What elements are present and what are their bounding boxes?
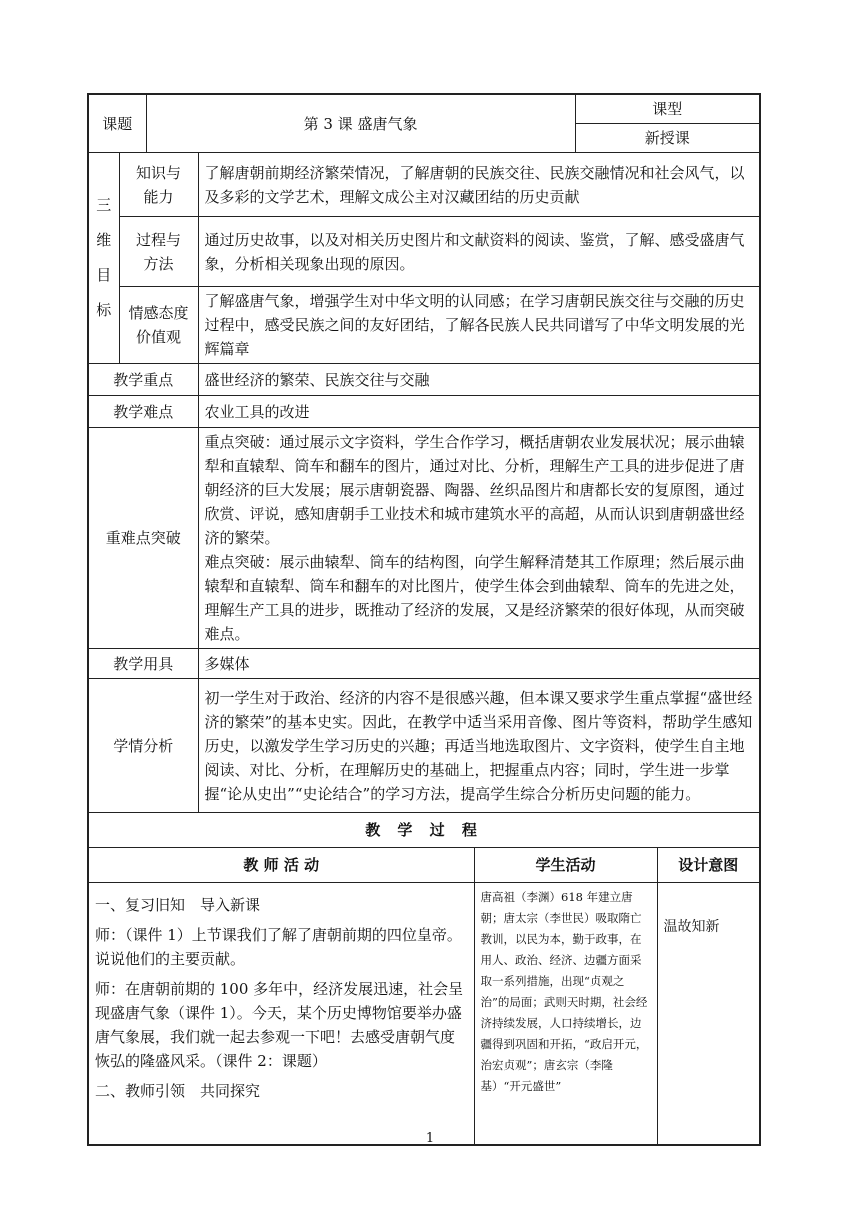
design-intent-header: 设计意图 xyxy=(657,848,760,883)
objective-label-process xyxy=(119,217,198,287)
tools-text: 多媒体 xyxy=(198,649,760,679)
label-line: 能力 xyxy=(143,187,174,206)
lesson-type-label: 课型 xyxy=(575,94,760,124)
key-points-label: 教学重点 xyxy=(88,364,198,396)
lesson-plan-page xyxy=(87,93,759,1146)
analysis-text: 初一学生对于政治、经济的内容不是很感兴趣，但本课又要求学生重点掌握“盛世经济的繁荣”的基本史实。因此，在教学中适当采用音像、图片等资料，帮助学生感知历史，以激发学生学习历史的兴趣；再适当地选取图片、文字资料，使学生自主地阅读、对比、分析，在理解历史的基础上，把握重点内容；同时，学生进一步掌握“论从史出”“史论结合”的学习方法，提高学生综合分析历史问题的能力。 xyxy=(198,679,760,813)
difficulties-text: 农业工具的改进 xyxy=(198,396,760,428)
objective-text-process: 通过历史故事，以及对相关历史图片和文献资料的阅读、鉴赏，了解、感受盛唐气象，分析相关现象出现的原因。 xyxy=(198,217,760,287)
topic-value: 第 3 课 盛唐气象 xyxy=(146,94,575,153)
page-number: 1 xyxy=(425,1131,435,1146)
label-line: 过程与 xyxy=(136,230,182,249)
label-line: 价值观 xyxy=(136,328,182,346)
analysis-label: 学情分析 xyxy=(88,679,198,813)
breakthrough-label: 重难点突破 xyxy=(88,428,198,649)
group-char: 标 xyxy=(96,301,112,319)
label-line: 情感态度 xyxy=(128,304,189,322)
group-char: 目 xyxy=(96,266,112,284)
process-title: 教 学 过 程 xyxy=(88,813,760,848)
lesson-type-value: 新授课 xyxy=(575,124,760,153)
teacher-activity-cell xyxy=(88,883,474,1145)
breakthrough-key: 重点突破：通过展示文字资料，学生合作学习，概括唐朝农业发展状况；展示曲辕犁和直辕犁、筒车和翻车的图片，通过对比、分析，理解生产工具的进步促进了唐朝经济的巨大发展；展示唐朝瓷器、陶器、丝织品图片和唐都长安的复原图，通过欣赏、评说，感知唐朝手工业技术和城市建筑水平的高超，从而认识到唐朝盛世经济的繁荣。 xyxy=(204,433,745,547)
label-line: 知识与 xyxy=(136,163,182,182)
group-char: 三 xyxy=(96,196,112,214)
objective-text-knowledge: 了解唐朝前期经济繁荣情况，了解唐朝的民族交往、民族交融情况和社会风气，以及多彩的文学艺术，理解文成公主对汉藏团结的历史贡献 xyxy=(198,153,760,217)
objective-label-knowledge xyxy=(119,153,198,217)
teacher-paragraph: 师：在唐朝前期的 100 多年中，经济发展迅速，社会呈现盛唐气象（课件 1）。今天，某个历史博物馆要举办盛唐气象展，我们就一起去参观一下吧！去感受唐朝气度恢弘的隆盛风采。（课件 2：课题） xyxy=(95,980,464,1070)
design-intent-cell: 温故知新 xyxy=(657,883,760,1145)
key-points-text: 盛世经济的繁荣、民族交往与交融 xyxy=(198,364,760,396)
breakthrough-difficult: 难点突破：展示曲辕犁、筒车的结构图，向学生解释清楚其工作原理；然后展示曲辕犁和直辕犁、筒车和翻车的对比图片，使学生体会到曲辕犁、筒车的先进之处，理解生产工具的进步，既推动了经济的发展，又是经济繁荣的很好体现，从而突破难点。 xyxy=(204,553,745,643)
tools-label: 教学用具 xyxy=(88,649,198,679)
student-activity-cell: 唐高祖（李渊）618 年建立唐朝；唐太宗（李世民）吸取隋亡教训，以民为本，勤于政事，在用人、政治、经济、边疆方面采取一系列措施，出现“贞观之治”的局面；武则天时期，社会经济持续发展，人口持续增长，边疆得到巩固和开拓，“政启开元，治宏贞观”；唐玄宗（李隆基）“开元盛世” xyxy=(474,883,657,1145)
objective-label-emotion xyxy=(119,287,198,364)
topic-label: 课题 xyxy=(88,94,146,153)
lesson-plan-table xyxy=(87,93,761,1146)
teacher-paragraph: 二、教师引领 共同探究 xyxy=(95,1082,261,1100)
teacher-paragraph: 师：（课件 1）上节课我们了解了唐朝前期的四位皇帝。说说他们的主要贡献。 xyxy=(95,926,462,968)
objective-text-emotion: 了解盛唐气象，增强学生对中华文明的认同感；在学习唐朝民族交往与交融的历史过程中，感受民族之间的友好团结，了解各民族人民共同谱写了中华文明发展的光辉篇章 xyxy=(198,287,760,364)
group-char: 维 xyxy=(96,231,112,249)
breakthrough-text xyxy=(198,428,760,649)
objectives-group-label xyxy=(88,153,119,364)
student-activity-header: 学生活动 xyxy=(474,848,657,883)
difficulties-label: 教学难点 xyxy=(88,396,198,428)
label-line: 方法 xyxy=(143,254,174,273)
teacher-paragraph: 一、复习旧知 导入新课 xyxy=(95,896,261,914)
teacher-activity-header: 教 师 活 动 xyxy=(88,848,474,883)
